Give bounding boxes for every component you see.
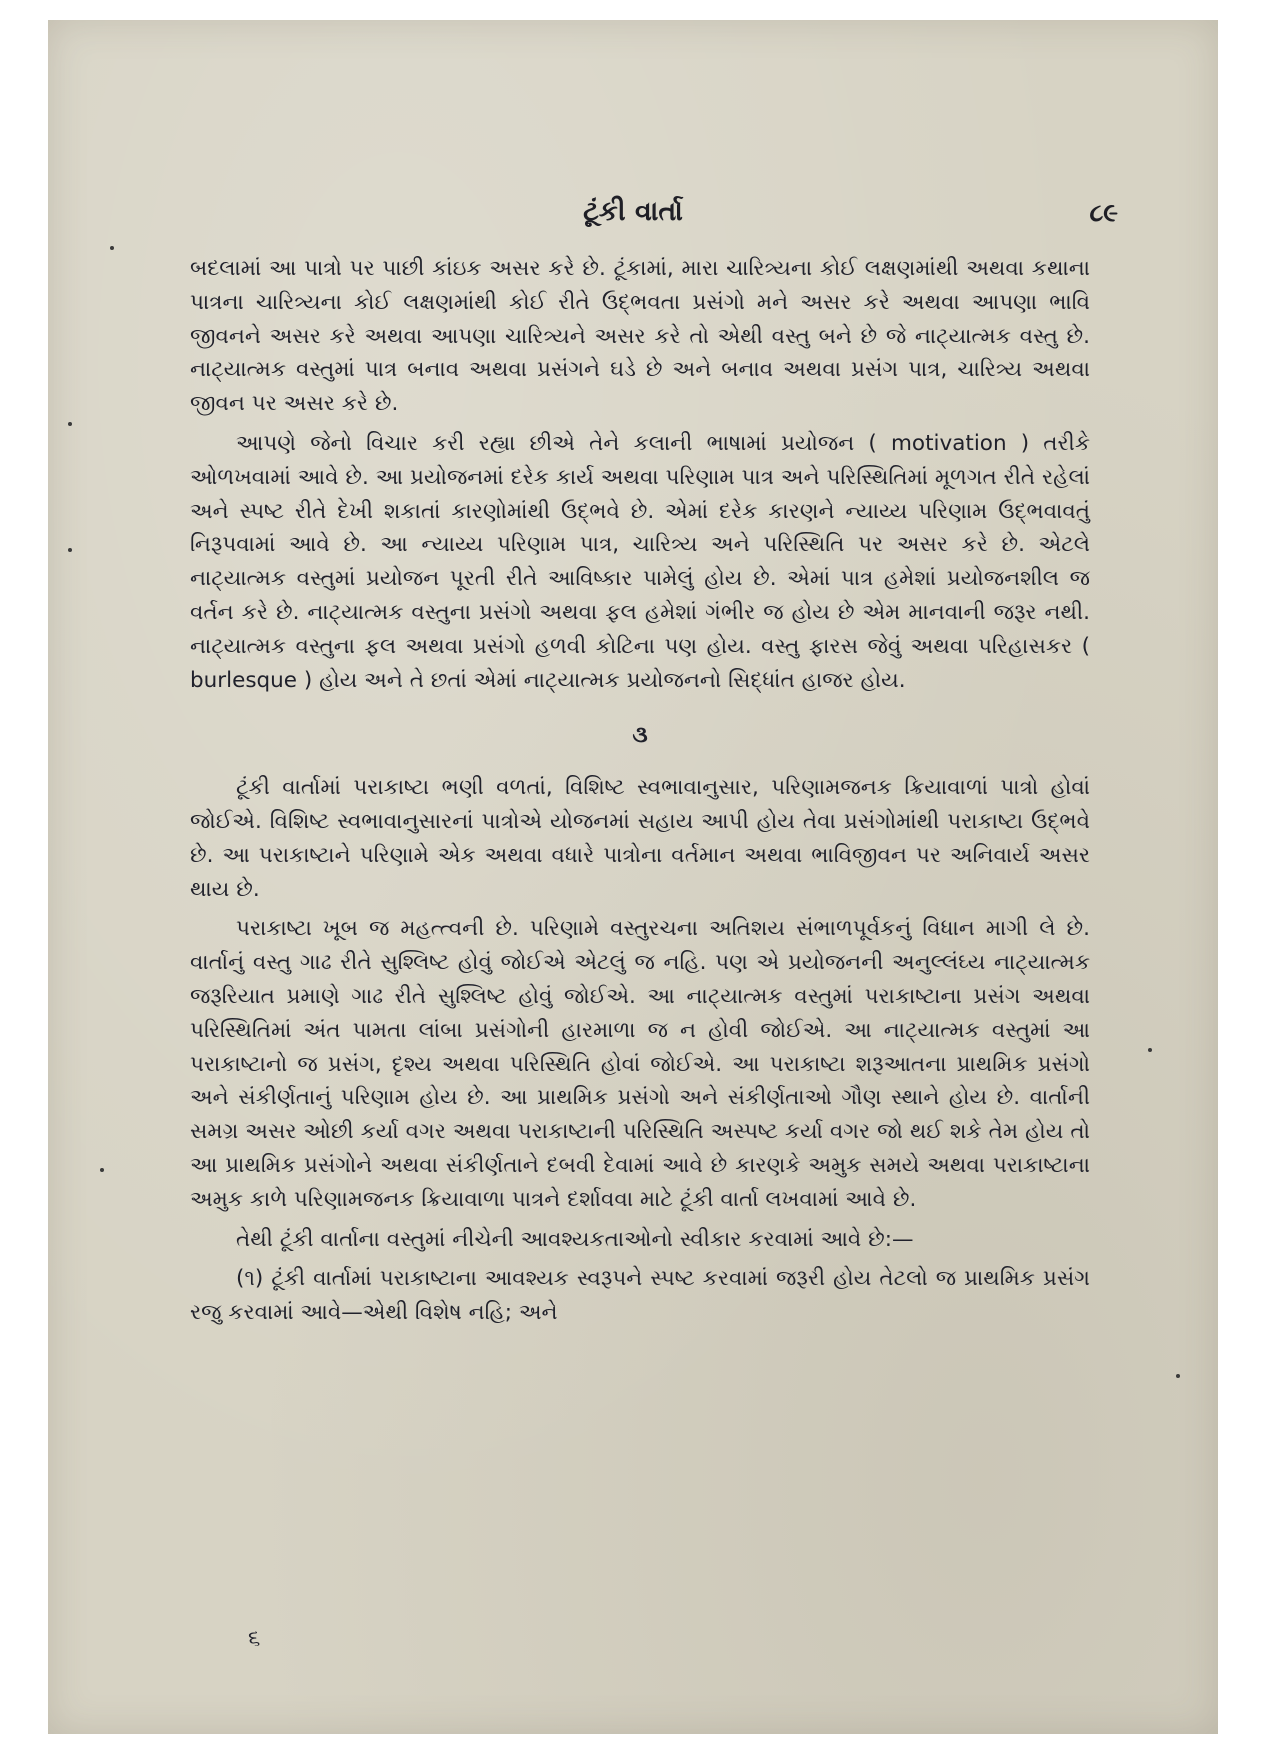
print-speck [110, 246, 114, 250]
page-header [48, 196, 1218, 236]
running-title: ટૂંકી વાર્તા [583, 196, 683, 227]
section-number: ૩ [632, 722, 648, 749]
print-speck [100, 1168, 104, 1172]
paragraph: તેથી ટૂંકી વાર્તાના વસ્તુમાં નીચેની આવશ્યકતાઓનો સ્વીકાર કરવામાં આવે છે:— [236, 1226, 914, 1252]
paragraph: (૧) ટૂંકી વાર્તામાં પરાકાષ્ટાના આવશ્યક સ્વરૂપને સ્પષ્ટ કરવામાં જરૂરી હોય તેટલો જ પ્રાથમિક પ્રસંગ રજુ કરવામાં આવે—એથી વિશેષ નહિ; અને [190, 1266, 1090, 1326]
signature-mark: ૬ [248, 1626, 261, 1651]
print-speck [1148, 1048, 1152, 1052]
paragraph: ટૂંકી વાર્તામાં પરાકાષ્ટા ભણી વળતાં, વિશિષ્ટ સ્વભાવાનુસાર, પરિણામજનક ક્રિયાવાળાં પાત્રો હોવાં જોઈએ. વિશિષ્ટ સ્વભાવાનુસારનાં પાત્રોએ યોજનમાં સહાય આપી હોય તેવા પ્રસંગોમાંથી પરાકાષ્ટા ઉદ્ભવે છે. આ પરાકાષ્ટાને પરિણામે એક અથવા વધારે પાત્રોના વર્તમાન અથવા ભાવિજીવન પર અનિવાર્ય અસર થાય છે. [190, 775, 1090, 902]
print-speck [68, 548, 72, 552]
print-speck [1176, 1374, 1180, 1378]
paragraph: બદલામાં આ પાત્રો પર પાછી કાંઇક અસર કરે છે. ટૂંકામાં, મારા ચારિત્ર્યના કોઈ લક્ષણમાંથી અથવા કથાના પાત્રના ચારિત્ર્યના કોઈ લક્ષણમાંથી કોઈ રીતે ઉદ્ભવતા પ્રસંગો મને અસર કરે અથવા આપણા ભાવિ જીવનને અસર કરે અથવા આપણા ચારિત્ર્યને અસર કરે તો એથી વસ્તુ બને છે જે નાટ્યાત્મક વસ્તુ છે. નાટ્યાત્મક વસ્તુમાં પાત્ર બનાવ અથવા પ્રસંગને ઘડે છે અને બનાવ અથવા પ્રસંગ પાત્ર, ચારિત્ર્ય અથવા જીવન પર અસર કરે છે. [190, 256, 1090, 417]
print-speck [68, 422, 72, 426]
paragraph: પરાકાષ્ટા ખૂબ જ મહત્ત્વની છે. પરિણામે વસ્તુરચના અતિશય સંભાળપૂર્વકનું વિધાન માગી લે છે. વાર્તાનું વસ્તુ ગાઢ રીતે સુશ્લિષ્ટ હોવું જોઈએ એટલું જ નહિ. પણ એ પ્રયોજનની અનુલ્લંઘ્ય નાટ્યાત્મક જરૂરિયાત પ્રમાણે ગાઢ રીતે સુશ્લિષ્ટ હોવું જોઈએ. આ નાટ્યાત્મક વસ્તુમાં પરાકાષ્ટાના પ્રસંગ અથવા પરિસ્થિતિમાં અંત પામતા લાંબા પ્રસંગોની હારમાળા જ ન હોવી જોઈએ. આ નાટ્યાત્મક વસ્તુમાં આ પરાકાષ્ટાનો જ પ્રસંગ, દૃશ્ય અથવા પરિસ્થિતિ હોવાં જોઈએ. આ પરાકાષ્ટા શરૂઆતના પ્રાથમિક પ્રસંગો અને સંકીર્ણતાનું પરિણામ હોય છે. આ પ્રાથમિક પ્રસંગો અને સંકીર્ણતાઓ ગૌણ સ્થાને હોય છે. વાર્તાની સમગ્ર અસર ઓછી કર્યા વગર અથવા પરાકાષ્ટાની પરિસ્થિતિ અસ્પષ્ટ કર્યા વગર જો થઈ શકે તેમ હોય તો આ પ્રાથમિક પ્રસંગોને અથવા સંકીર્ણતાને દબવી દેવામાં આવે છે કારણકે અમુક સમયે અથવા પરાકાષ્ટાના અમુક કાળે પરિણામજનક ક્રિયાવાળા પાત્રને દર્શાવવા માટે ટૂંકી વાર્તા લખવામાં આવે છે. [190, 916, 1090, 1212]
paragraph: આપણે જેનો વિચાર કરી રહ્યા છીએ તેને કલાની ભાષામાં પ્રયોજન ( motivation ) તરીકે ઓળખવામાં આવે છે. આ પ્રયોજનમાં દરેક કાર્ય અથવા પરિણામ પાત્ર અને પરિસ્થિતિમાં મૂળગત રીતે રહેલાં અને સ્પષ્ટ રીતે દેખી શકાતાં કારણોમાંથી ઉદ્ભવે છે. એમાં દરેક કારણને ન્યાય્ય પરિણામ ઉદ્ભવાવતું નિરૂપવામાં આવે છે. આ ન્યાય્ય પરિણામ પાત્ર, ચારિત્ર્ય અને પરિસ્થિતિ પર અસર કરે છે. એટલે નાટ્યાત્મક વસ્તુમાં પ્રયોજન પૂરતી રીતે આવિષ્કાર પામેલું હોય છે. એમાં પાત્ર હમેશાં પ્રયોજનશીલ જ વર્તન કરે છે. નાટ્યાત્મક વસ્તુના પ્રસંગો અથવા ફલ હમેશાં ગંભીર જ હોય છે એમ માનવાની જરૂર નથી. નાટ્યાત્મક વસ્તુના ફલ અથવા પ્રસંગો હળવી કોટિના પણ હોય. વસ્તુ ફારસ જેવું અથવા પરિહાસકર ( burlesque ) હોય અને તે છતાં એમાં નાટ્યાત્મક પ્રયોજનનો સિદ્ધાંત હાજર હોય. [190, 430, 1090, 693]
book-page [48, 20, 1218, 1734]
page-number: ૮૯ [1089, 198, 1118, 227]
body-text [190, 252, 1090, 1336]
